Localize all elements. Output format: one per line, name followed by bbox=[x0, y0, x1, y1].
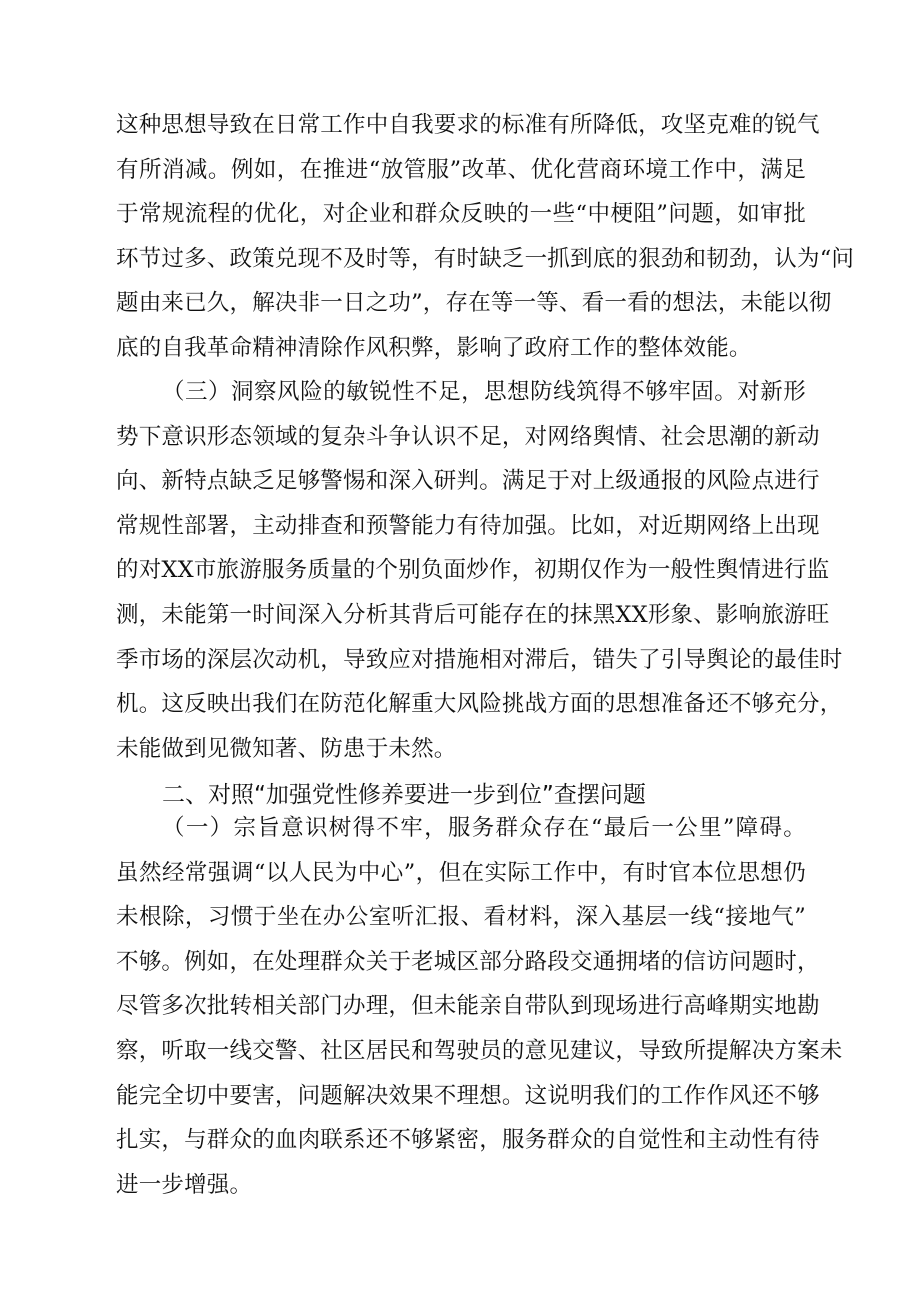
text-line: 测，未能第一时间深入分析其背后可能存在的抹黑XX形象、影响旅游旺 bbox=[116, 601, 830, 628]
section-heading: 二、对照“加强党性修养要进一步到位”查摆问题 bbox=[162, 782, 646, 808]
paragraph-3 bbox=[116, 806, 843, 1207]
text-line: （一）宗旨意识树得不牢，服务群众存在“最后一公里”障碍。 bbox=[162, 815, 806, 841]
text-line: 题由来已久，解决非一日之功”，存在等一等、看一看的想法，未能以彻 bbox=[116, 290, 832, 317]
paragraph-1 bbox=[116, 103, 855, 371]
text-line: 未能做到见微知著、防患于未然。 bbox=[116, 735, 457, 762]
text-line: 有所消减。例如，在推进“放管服”改革、优化营商环境工作中，满足 bbox=[116, 156, 806, 183]
text-line: 季市场的深层次动机，导致应对措施相对滞后，错失了引导舆论的最佳时 bbox=[116, 646, 843, 673]
text-line: 常规性部署，主动排查和预警能力有待加强。比如，对近期网络上出现 bbox=[116, 512, 820, 539]
text-line: 能完全切中要害，问题解决效果不理想。这说明我们的工作作风还不够 bbox=[116, 1082, 820, 1109]
text-line: 虽然经常强调“以人民为中心”，但在实际工作中，有时官本位思想仍 bbox=[116, 859, 806, 886]
text-line: 底的自我革命精神清除作风积弊，影响了政府工作的整体效能。 bbox=[116, 334, 752, 361]
text-line: 察，听取一线交警、社区居民和驾驶员的意见建议，导致所提解决方案未 bbox=[116, 1037, 843, 1064]
text-line: 机。这反映出我们在防范化解重大风险挑战方面的思想准备还不够充分， bbox=[116, 691, 843, 718]
text-line: 未根除，习惯于坐在办公室听汇报、看材料，深入基层一线“接地气” bbox=[116, 904, 806, 931]
text-line: 进一步增强。 bbox=[116, 1171, 253, 1198]
paragraph-2 bbox=[116, 370, 843, 771]
text-line: 这种思想导致在日常工作中自我要求的标准有所降低，攻坚克难的锐气 bbox=[116, 112, 820, 138]
text-line: 于常规流程的优化，对企业和群众反映的一些“中梗阻”问题，如审批 bbox=[116, 201, 806, 228]
text-line: 向、新特点缺乏足够警惕和深入研判。满足于对上级通报的风险点进行 bbox=[116, 468, 820, 495]
text-line: 势下意识形态领域的复杂斗争认识不足，对网络舆情、社会思潮的新动 bbox=[116, 423, 820, 450]
text-line: （三）洞察风险的敏锐性不足，思想防线筑得不够牢固。对新形 bbox=[162, 379, 806, 405]
text-line: 尽管多次批转相关部门办理，但未能亲自带队到现场进行高峰期实地勘 bbox=[116, 993, 820, 1020]
text-line: 扎实，与群众的血肉联系还不够紧密，服务群众的自觉性和主动性有待 bbox=[116, 1127, 820, 1154]
text-line: 的对XX市旅游服务质量的个别负面炒作，初期仅作为一般性舆情进行监 bbox=[116, 557, 830, 584]
text-line: 环节过多、政策兑现不及时等，有时缺乏一抓到底的狠劲和韧劲，认为“问 bbox=[116, 245, 855, 272]
text-line: 不够。例如，在处理群众关于老城区部分路段交通拥堵的信访问题时， bbox=[116, 948, 820, 975]
